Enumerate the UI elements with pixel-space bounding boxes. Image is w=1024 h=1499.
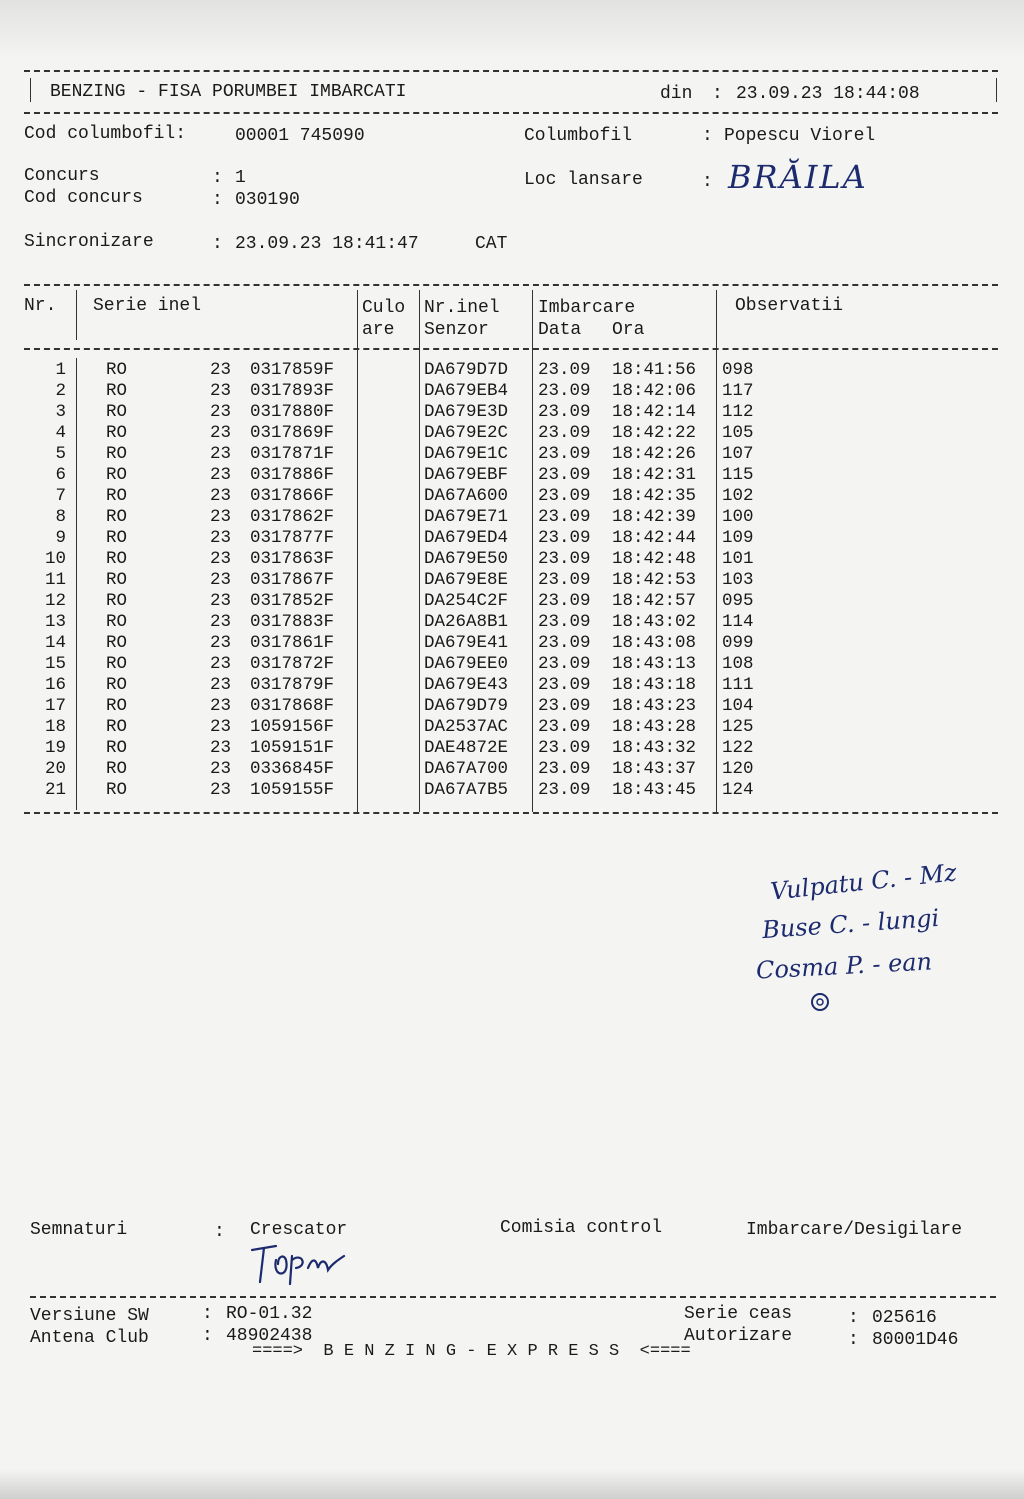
cell-senzor: DA67A600 bbox=[424, 486, 509, 506]
cell-ora: 18:42:31 bbox=[612, 465, 697, 485]
col-serie-header: Serie inel bbox=[93, 296, 202, 316]
cell-serie: 0317886F bbox=[250, 465, 335, 485]
cell-serie: 0317868F bbox=[250, 696, 335, 716]
cell-ora: 18:42:53 bbox=[612, 570, 697, 590]
cell-data: 23.09 bbox=[538, 486, 591, 506]
autorizare-label: Autorizare bbox=[684, 1326, 793, 1346]
cell-tara: RO bbox=[106, 780, 128, 800]
versiune-sw-label: Versiune SW bbox=[30, 1306, 149, 1326]
loc-lansare-colon: : bbox=[702, 172, 713, 192]
cell-observatii: 124 bbox=[722, 780, 754, 800]
antena-club-value: 48902438 bbox=[226, 1326, 313, 1346]
cell-nr: 18 bbox=[44, 717, 66, 737]
cell-data: 23.09 bbox=[538, 465, 591, 485]
cell-senzor: DA67A7B5 bbox=[424, 780, 509, 800]
cell-serie: 0317893F bbox=[250, 381, 335, 401]
cell-data: 23.09 bbox=[538, 675, 591, 695]
cell-ora: 18:43:02 bbox=[612, 612, 697, 632]
cell-nr: 13 bbox=[44, 612, 66, 632]
cell-tara: RO bbox=[106, 612, 128, 632]
cell-ora: 18:42:22 bbox=[612, 423, 697, 443]
cell-data: 23.09 bbox=[538, 402, 591, 422]
cell-tara: RO bbox=[106, 717, 128, 737]
cell-an: 23 bbox=[210, 528, 232, 548]
sincronizare-value: 23.09.23 18:41:47 bbox=[235, 234, 419, 254]
cell-serie: 0317877F bbox=[250, 528, 335, 548]
cell-data: 23.09 bbox=[538, 381, 591, 401]
cell-an: 23 bbox=[210, 612, 232, 632]
cell-observatii: 120 bbox=[722, 759, 754, 779]
cell-ora: 18:43:13 bbox=[612, 654, 697, 674]
cell-observatii: 102 bbox=[722, 486, 754, 506]
cell-data: 23.09 bbox=[538, 423, 591, 443]
sincronizare-zone: CAT bbox=[475, 234, 508, 254]
cell-observatii: 114 bbox=[722, 612, 754, 632]
cell-observatii: 108 bbox=[722, 654, 754, 674]
semnaturi-label: Semnaturi bbox=[30, 1220, 128, 1240]
cell-ora: 18:43:08 bbox=[612, 633, 697, 653]
cell-senzor: DA679E3D bbox=[424, 402, 509, 422]
cell-senzor: DA679E41 bbox=[424, 633, 509, 653]
cell-an: 23 bbox=[210, 570, 232, 590]
loc-lansare-label: Loc lansare bbox=[524, 170, 643, 190]
cell-observatii: 101 bbox=[722, 549, 754, 569]
col-nr-header: Nr. bbox=[24, 296, 57, 316]
header-bottom-border bbox=[24, 112, 998, 114]
cod-columbofil-value: 00001 745090 bbox=[235, 126, 365, 146]
cell-senzor: DA679D7D bbox=[424, 360, 509, 380]
cell-senzor: DA679E2C bbox=[424, 423, 509, 443]
sincronizare-label: Sincronizare bbox=[24, 232, 154, 252]
cell-tara: RO bbox=[106, 507, 128, 527]
semnaturi-colon: : bbox=[214, 1222, 225, 1242]
col-sep-1 bbox=[76, 358, 77, 810]
cell-observatii: 125 bbox=[722, 717, 754, 737]
serie-ceas-colon: : bbox=[848, 1308, 859, 1328]
cell-tara: RO bbox=[106, 591, 128, 611]
cell-senzor: DA2537AC bbox=[424, 717, 509, 737]
cell-tara: RO bbox=[106, 402, 128, 422]
document-title: BENZING - FISA PORUMBEI IMBARCATI bbox=[50, 82, 407, 102]
cell-senzor: DA679E1C bbox=[424, 444, 509, 464]
loc-lansare-handwritten: BRĂILA bbox=[728, 158, 868, 196]
cell-an: 23 bbox=[210, 360, 232, 380]
cell-serie: 0317869F bbox=[250, 423, 335, 443]
cell-data: 23.09 bbox=[538, 738, 591, 758]
columbofil-value: Popescu Viorel bbox=[724, 126, 876, 146]
col-culoare-header-1: Culo bbox=[362, 298, 406, 318]
serie-ceas-label: Serie ceas bbox=[684, 1304, 793, 1324]
col-data-header: Data bbox=[538, 320, 582, 340]
imbarcare-desigilare-label: Imbarcare/Desigilare bbox=[746, 1220, 963, 1240]
cell-an: 23 bbox=[210, 381, 232, 401]
antena-colon: : bbox=[202, 1326, 213, 1346]
cell-nr: 14 bbox=[44, 633, 66, 653]
cell-observatii: 109 bbox=[722, 528, 754, 548]
handwritten-note-line-3: Cosma P. - ean bbox=[755, 947, 933, 985]
cell-tara: RO bbox=[106, 486, 128, 506]
cell-serie: 0317863F bbox=[250, 549, 335, 569]
cell-observatii: 104 bbox=[722, 696, 754, 716]
crescator-signature bbox=[246, 1238, 356, 1288]
cell-observatii: 115 bbox=[722, 465, 754, 485]
cell-data: 23.09 bbox=[538, 612, 591, 632]
header-top-border bbox=[24, 70, 998, 72]
cell-senzor: DA67A700 bbox=[424, 759, 509, 779]
cell-an: 23 bbox=[210, 759, 232, 779]
cell-data: 23.09 bbox=[538, 528, 591, 548]
cell-an: 23 bbox=[210, 402, 232, 422]
versiune-colon: : bbox=[202, 1304, 213, 1324]
cell-ora: 18:42:06 bbox=[612, 381, 697, 401]
cell-an: 23 bbox=[210, 507, 232, 527]
cell-ora: 18:43:23 bbox=[612, 696, 697, 716]
cell-serie: 0317866F bbox=[250, 486, 335, 506]
cell-nr: 8 bbox=[55, 507, 66, 527]
cell-ora: 18:42:14 bbox=[612, 402, 697, 422]
cell-an: 23 bbox=[210, 696, 232, 716]
cell-nr: 17 bbox=[44, 696, 66, 716]
din-label: din bbox=[660, 84, 693, 104]
cell-an: 23 bbox=[210, 780, 232, 800]
handwritten-note-line-2: Buse C. - lungi bbox=[761, 903, 941, 945]
cell-data: 23.09 bbox=[538, 633, 591, 653]
col-ora-header: Ora bbox=[612, 320, 645, 340]
cell-tara: RO bbox=[106, 696, 128, 716]
cell-ora: 18:43:28 bbox=[612, 717, 697, 737]
col-sep-5 bbox=[716, 290, 717, 812]
cell-data: 23.09 bbox=[538, 444, 591, 464]
col-sep-1-header bbox=[76, 290, 77, 340]
cell-tara: RO bbox=[106, 549, 128, 569]
cell-nr: 3 bbox=[55, 402, 66, 422]
columbofil-colon: : bbox=[702, 126, 713, 146]
cell-serie: 0317862F bbox=[250, 507, 335, 527]
cell-serie: 0317852F bbox=[250, 591, 335, 611]
cell-tara: RO bbox=[106, 675, 128, 695]
cell-nr: 1 bbox=[55, 360, 66, 380]
cell-senzor: DA679D79 bbox=[424, 696, 509, 716]
cell-an: 23 bbox=[210, 486, 232, 506]
concurs-label: Concurs bbox=[24, 166, 100, 186]
cell-ora: 18:43:45 bbox=[612, 780, 697, 800]
cell-data: 23.09 bbox=[538, 759, 591, 779]
cell-ora: 18:42:48 bbox=[612, 549, 697, 569]
cell-senzor: DAE4872E bbox=[424, 738, 509, 758]
col-nrinel-header-1: Nr.inel bbox=[424, 298, 500, 318]
cell-tara: RO bbox=[106, 654, 128, 674]
cell-ora: 18:42:39 bbox=[612, 507, 697, 527]
cell-an: 23 bbox=[210, 465, 232, 485]
cell-nr: 5 bbox=[55, 444, 66, 464]
cell-an: 23 bbox=[210, 654, 232, 674]
cell-ora: 18:42:57 bbox=[612, 591, 697, 611]
cell-observatii: 112 bbox=[722, 402, 754, 422]
cell-senzor: DA679E50 bbox=[424, 549, 509, 569]
col-sep-2 bbox=[357, 290, 358, 812]
cell-tara: RO bbox=[106, 381, 128, 401]
cod-concurs-value: 030190 bbox=[235, 190, 300, 210]
col-culoare-header-2: are bbox=[362, 320, 395, 340]
cell-nr: 4 bbox=[55, 423, 66, 443]
cell-nr: 16 bbox=[44, 675, 66, 695]
cod-concurs-label: Cod concurs bbox=[24, 188, 143, 208]
autorizare-colon: : bbox=[848, 1330, 859, 1350]
cell-senzor: DA254C2F bbox=[424, 591, 509, 611]
col-sep-4 bbox=[532, 290, 533, 812]
din-value: 23.09.23 18:44:08 bbox=[736, 84, 920, 104]
cell-data: 23.09 bbox=[538, 570, 591, 590]
comisia-control-label: Comisia control bbox=[500, 1218, 663, 1238]
cell-serie: 1059156F bbox=[250, 717, 335, 737]
cell-nr: 19 bbox=[44, 738, 66, 758]
cell-observatii: 099 bbox=[722, 633, 754, 653]
cell-observatii: 103 bbox=[722, 570, 754, 590]
cell-data: 23.09 bbox=[538, 507, 591, 527]
cell-observatii: 107 bbox=[722, 444, 754, 464]
cell-senzor: DA679E8E bbox=[424, 570, 509, 590]
cell-an: 23 bbox=[210, 675, 232, 695]
cell-serie: 0317879F bbox=[250, 675, 335, 695]
header-right-border bbox=[996, 78, 997, 102]
header-left-border bbox=[30, 78, 31, 102]
col-nrinel-header-2: Senzor bbox=[424, 320, 489, 340]
cell-serie: 0317861F bbox=[250, 633, 335, 653]
cell-an: 23 bbox=[210, 591, 232, 611]
cell-an: 23 bbox=[210, 717, 232, 737]
table-header-bottom-border bbox=[24, 348, 998, 350]
footer-divider bbox=[30, 1296, 996, 1298]
cell-nr: 15 bbox=[44, 654, 66, 674]
cell-nr: 2 bbox=[55, 381, 66, 401]
cell-senzor: DA679EBF bbox=[424, 465, 509, 485]
col-imbarcare-header: Imbarcare bbox=[538, 298, 636, 318]
cod-columbofil-label: Cod columbofil: bbox=[24, 124, 187, 144]
table-top-border bbox=[24, 284, 998, 286]
cell-an: 23 bbox=[210, 423, 232, 443]
cell-observatii: 122 bbox=[722, 738, 754, 758]
cell-senzor: DA679EE0 bbox=[424, 654, 509, 674]
cell-observatii: 098 bbox=[722, 360, 754, 380]
concurs-value: 1 bbox=[235, 168, 246, 188]
versiune-sw-value: RO-01.32 bbox=[226, 1304, 313, 1324]
cod-concurs-colon: : bbox=[212, 190, 223, 210]
cell-ora: 18:41:56 bbox=[612, 360, 697, 380]
cell-data: 23.09 bbox=[538, 360, 591, 380]
col-observatii-header: Observatii bbox=[735, 296, 844, 316]
benzing-express-brand: ====> B E N Z I N G - E X P R E S S <==== bbox=[252, 1342, 691, 1361]
cell-nr: 21 bbox=[44, 780, 66, 800]
cell-tara: RO bbox=[106, 528, 128, 548]
cell-nr: 20 bbox=[44, 759, 66, 779]
handwritten-circle-mark bbox=[808, 990, 832, 1014]
cell-senzor: DA679E71 bbox=[424, 507, 509, 527]
scan-shadow bbox=[0, 0, 1024, 60]
cell-data: 23.09 bbox=[538, 591, 591, 611]
cell-ora: 18:42:44 bbox=[612, 528, 697, 548]
cell-tara: RO bbox=[106, 738, 128, 758]
cell-an: 23 bbox=[210, 633, 232, 653]
cell-tara: RO bbox=[106, 570, 128, 590]
cell-observatii: 117 bbox=[722, 381, 754, 401]
cell-an: 23 bbox=[210, 738, 232, 758]
sincronizare-colon: : bbox=[212, 234, 223, 254]
paper-edge bbox=[0, 1469, 1024, 1499]
cell-tara: RO bbox=[106, 423, 128, 443]
cell-nr: 12 bbox=[44, 591, 66, 611]
columbofil-label: Columbofil bbox=[524, 126, 633, 146]
cell-nr: 7 bbox=[55, 486, 66, 506]
cell-data: 23.09 bbox=[538, 780, 591, 800]
cell-serie: 1059151F bbox=[250, 738, 335, 758]
cell-serie: 0317883F bbox=[250, 612, 335, 632]
cell-an: 23 bbox=[210, 444, 232, 464]
cell-serie: 0317880F bbox=[250, 402, 335, 422]
cell-nr: 9 bbox=[55, 528, 66, 548]
antena-club-label: Antena Club bbox=[30, 1328, 149, 1348]
cell-serie: 1059155F bbox=[250, 780, 335, 800]
cell-nr: 11 bbox=[44, 570, 66, 590]
cell-tara: RO bbox=[106, 633, 128, 653]
cell-serie: 0317867F bbox=[250, 570, 335, 590]
cell-serie: 0317871F bbox=[250, 444, 335, 464]
cell-tara: RO bbox=[106, 759, 128, 779]
cell-observatii: 100 bbox=[722, 507, 754, 527]
cell-nr: 6 bbox=[55, 465, 66, 485]
cell-observatii: 105 bbox=[722, 423, 754, 443]
cell-tara: RO bbox=[106, 465, 128, 485]
cell-data: 23.09 bbox=[538, 717, 591, 737]
cell-serie: 0317859F bbox=[250, 360, 335, 380]
cell-ora: 18:43:32 bbox=[612, 738, 697, 758]
cell-tara: RO bbox=[106, 360, 128, 380]
autorizare-value: 80001D46 bbox=[872, 1330, 959, 1350]
cell-data: 23.09 bbox=[538, 696, 591, 716]
cell-ora: 18:43:37 bbox=[612, 759, 697, 779]
din-colon: : bbox=[712, 84, 723, 104]
table-bottom-border bbox=[24, 812, 998, 814]
cell-senzor: DA679EB4 bbox=[424, 381, 509, 401]
handwritten-note-line-1: Vulpatu C. - Mz bbox=[769, 858, 959, 906]
cell-senzor: DA679E43 bbox=[424, 675, 509, 695]
cell-nr: 10 bbox=[44, 549, 66, 569]
crescator-label: Crescator bbox=[250, 1220, 348, 1240]
cell-observatii: 111 bbox=[722, 675, 754, 695]
cell-an: 23 bbox=[210, 549, 232, 569]
cell-ora: 18:42:26 bbox=[612, 444, 697, 464]
concurs-colon: : bbox=[212, 168, 223, 188]
cell-ora: 18:42:35 bbox=[612, 486, 697, 506]
cell-tara: RO bbox=[106, 444, 128, 464]
cell-senzor: DA679ED4 bbox=[424, 528, 509, 548]
cell-serie: 0336845F bbox=[250, 759, 335, 779]
serie-ceas-value: 025616 bbox=[872, 1308, 937, 1328]
col-sep-3 bbox=[419, 290, 420, 812]
cell-ora: 18:43:18 bbox=[612, 675, 697, 695]
cell-serie: 0317872F bbox=[250, 654, 335, 674]
cell-data: 23.09 bbox=[538, 549, 591, 569]
cell-senzor: DA26A8B1 bbox=[424, 612, 509, 632]
cell-data: 23.09 bbox=[538, 654, 591, 674]
cell-observatii: 095 bbox=[722, 591, 754, 611]
